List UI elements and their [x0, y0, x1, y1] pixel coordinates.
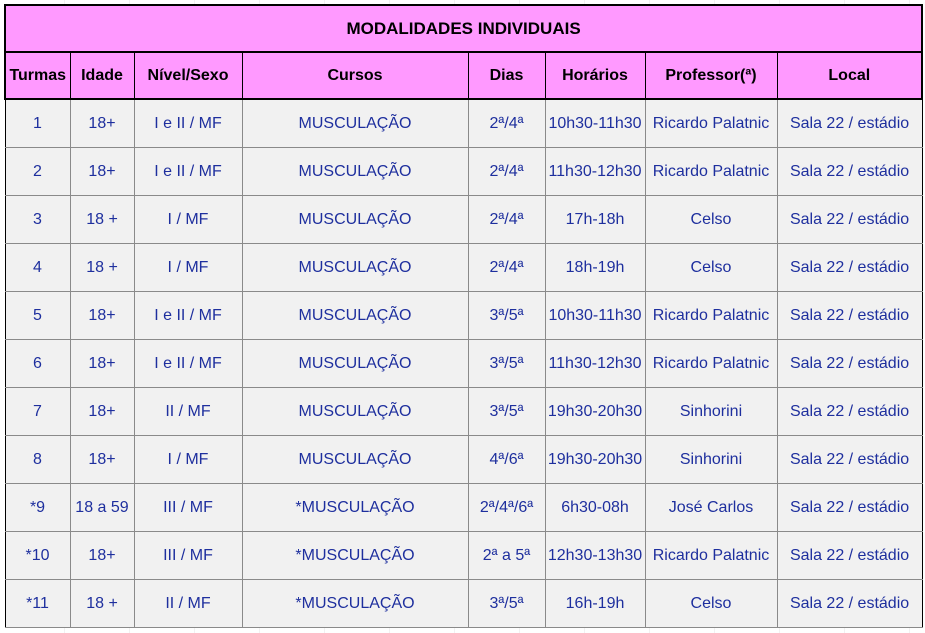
cell-dias: 3ª/5ª [468, 340, 545, 388]
cell-horario: 6h30-08h [545, 484, 645, 532]
cell-horario: 17h-18h [545, 196, 645, 244]
cell-curso: MUSCULAÇÃO [242, 340, 468, 388]
cell-idade: 18+ [70, 148, 134, 196]
cell-horario: 12h30-13h30 [545, 532, 645, 580]
cell-local: Sala 22 / estádio [777, 484, 922, 532]
table-row [5, 388, 922, 436]
spreadsheet [4, 4, 921, 628]
cell-dias: 4ª/6ª [468, 436, 545, 484]
cell-professor: Ricardo Palatnic [645, 340, 777, 388]
header-horarios: Horários [545, 52, 645, 99]
cell-turma: 7 [5, 388, 70, 436]
cell-dias: 3ª/5ª [468, 292, 545, 340]
cell-turma: 4 [5, 244, 70, 292]
cell-nivel-sexo: I e II / MF [134, 148, 242, 196]
cell-curso: MUSCULAÇÃO [242, 292, 468, 340]
cell-turma: 5 [5, 292, 70, 340]
cell-horario: 19h30-20h30 [545, 388, 645, 436]
header-professor: Professor(ª) [645, 52, 777, 99]
cell-nivel-sexo: I e II / MF [134, 99, 242, 148]
cell-horario: 10h30-11h30 [545, 99, 645, 148]
table-row [5, 292, 922, 340]
cell-turma: 3 [5, 196, 70, 244]
cell-local: Sala 22 / estádio [777, 340, 922, 388]
cell-idade: 18 + [70, 580, 134, 628]
cell-turma: 1 [5, 99, 70, 148]
cell-professor: Celso [645, 580, 777, 628]
cell-idade: 18+ [70, 292, 134, 340]
cell-idade: 18+ [70, 532, 134, 580]
table-row [5, 99, 922, 148]
cell-curso: MUSCULAÇÃO [242, 436, 468, 484]
cell-horario: 16h-19h [545, 580, 645, 628]
cell-local: Sala 22 / estádio [777, 436, 922, 484]
cell-turma: *11 [5, 580, 70, 628]
cell-local: Sala 22 / estádio [777, 196, 922, 244]
cell-turma: 6 [5, 340, 70, 388]
cell-dias: 2ª/4ª [468, 99, 545, 148]
cell-professor: Sinhorini [645, 436, 777, 484]
cell-curso: *MUSCULAÇÃO [242, 580, 468, 628]
cell-turma: *9 [5, 484, 70, 532]
table-row [5, 484, 922, 532]
cell-professor: Ricardo Palatnic [645, 292, 777, 340]
cell-local: Sala 22 / estádio [777, 244, 922, 292]
cell-professor: Ricardo Palatnic [645, 99, 777, 148]
cell-idade: 18+ [70, 388, 134, 436]
cell-horario: 18h-19h [545, 244, 645, 292]
cell-nivel-sexo: I / MF [134, 436, 242, 484]
cell-professor: Ricardo Palatnic [645, 532, 777, 580]
cell-curso: MUSCULAÇÃO [242, 99, 468, 148]
cell-nivel-sexo: II / MF [134, 388, 242, 436]
cell-dias: 3ª/5ª [468, 580, 545, 628]
cell-professor: José Carlos [645, 484, 777, 532]
cell-local: Sala 22 / estádio [777, 532, 922, 580]
cell-dias: 2ª/4ª/6ª [468, 484, 545, 532]
table-row [5, 196, 922, 244]
header-cursos: Cursos [242, 52, 468, 99]
cell-horario: 10h30-11h30 [545, 292, 645, 340]
cell-nivel-sexo: I e II / MF [134, 292, 242, 340]
cell-curso: MUSCULAÇÃO [242, 196, 468, 244]
cell-idade: 18+ [70, 99, 134, 148]
cell-idade: 18+ [70, 436, 134, 484]
cell-professor: Celso [645, 196, 777, 244]
cell-curso: MUSCULAÇÃO [242, 148, 468, 196]
cell-local: Sala 22 / estádio [777, 99, 922, 148]
header-turmas: Turmas [5, 52, 70, 99]
table-row [5, 244, 922, 292]
cell-curso: *MUSCULAÇÃO [242, 484, 468, 532]
cell-turma: 2 [5, 148, 70, 196]
cell-horario: 11h30-12h30 [545, 340, 645, 388]
cell-professor: Ricardo Palatnic [645, 148, 777, 196]
cell-horario: 11h30-12h30 [545, 148, 645, 196]
column-headers [5, 52, 922, 99]
cell-professor: Sinhorini [645, 388, 777, 436]
cell-horario: 19h30-20h30 [545, 436, 645, 484]
header-local: Local [777, 52, 922, 99]
cell-dias: 2ª/4ª [468, 148, 545, 196]
cell-nivel-sexo: I / MF [134, 244, 242, 292]
cell-curso: *MUSCULAÇÃO [242, 532, 468, 580]
cell-dias: 2ª/4ª [468, 244, 545, 292]
cell-nivel-sexo: III / MF [134, 532, 242, 580]
cell-local: Sala 22 / estádio [777, 580, 922, 628]
cell-idade: 18 + [70, 244, 134, 292]
cell-dias: 2ª/4ª [468, 196, 545, 244]
cell-local: Sala 22 / estádio [777, 388, 922, 436]
cell-turma: *10 [5, 532, 70, 580]
table-row [5, 532, 922, 580]
cell-curso: MUSCULAÇÃO [242, 388, 468, 436]
cell-idade: 18 a 59 [70, 484, 134, 532]
cell-idade: 18+ [70, 340, 134, 388]
cell-nivel-sexo: I / MF [134, 196, 242, 244]
table-row [5, 340, 922, 388]
table-row [5, 580, 922, 628]
cell-turma: 8 [5, 436, 70, 484]
cell-nivel-sexo: III / MF [134, 484, 242, 532]
header-idade: Idade [70, 52, 134, 99]
header-nivel-sexo: Nível/Sexo [134, 52, 242, 99]
cell-local: Sala 22 / estádio [777, 292, 922, 340]
cell-dias: 2ª a 5ª [468, 532, 545, 580]
cell-nivel-sexo: I e II / MF [134, 340, 242, 388]
table-row [5, 148, 922, 196]
cell-dias: 3ª/5ª [468, 388, 545, 436]
cell-nivel-sexo: II / MF [134, 580, 242, 628]
cell-curso: MUSCULAÇÃO [242, 244, 468, 292]
cell-idade: 18 + [70, 196, 134, 244]
table-title: MODALIDADES INDIVIDUAIS [5, 5, 922, 52]
schedule-table [4, 4, 923, 628]
table-row [5, 436, 922, 484]
table-body [5, 99, 922, 628]
header-dias: Dias [468, 52, 545, 99]
cell-local: Sala 22 / estádio [777, 148, 922, 196]
cell-professor: Celso [645, 244, 777, 292]
